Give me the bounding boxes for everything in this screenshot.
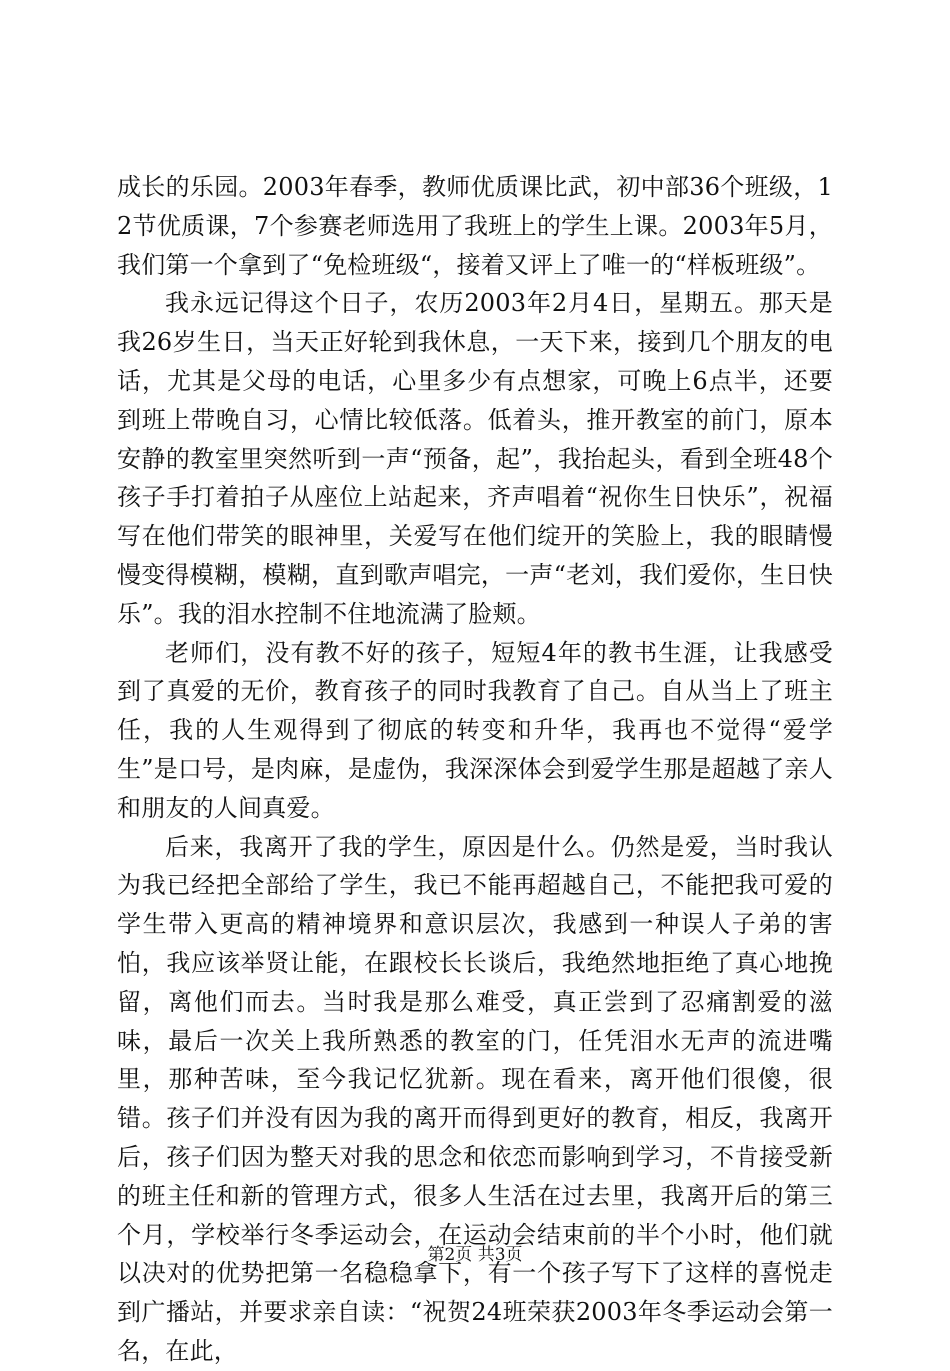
- page-number-footer: 第2页 共3页: [427, 1245, 523, 1265]
- paragraph-1: 成长的乐园。2003年春季，教师优质课比武，初中部36个班级，12节优质课，7个参赛老师选用了我班上的学生上课。2003年5月，我们第一个拿到了“免检班级“，接着又评上了唯一的“样板班级”。: [117, 173, 833, 279]
- document-body: [117, 168, 833, 1371]
- paragraph-2: 我永远记得这个日子，农历2003年2月4日，星期五。那天是我26岁生日，当天正好轮到我休息，一天下来，接到几个朋友的电话，尤其是父母的电话，心里多少有点想家，可晚上6点半，还要到班上带晚自习，心情比较低落。低着头，推开教室的前门，原本安静的教室里突然听到一声“预备，起”，我抬起头，看到全班48个孩子手打着拍子从座位上站起来，齐声唱着“祝你生日快乐”，祝福写在他们带笑的眼神里，关爱写在他们绽开的笑脸上，我的眼睛慢慢变得模糊，模糊，直到歌声唱完，一声“老刘，我们爱你，生日快乐”。我的泪水控制不住地流满了脸颊。: [117, 289, 833, 628]
- paragraph-4: 后来，我离开了我的学生，原因是什么。仍然是爱，当时我认为我已经把全部给了学生，我已不能再超越自己，不能把我可爱的学生带入更高的精神境界和意识层次，我感到一种误人子弟的害怕，我应该举贤让能，在跟校长长谈后，我绝然地拒绝了真心地挽留，离他们而去。当时我是那么难受，真正尝到了忍痛割爱的滋味，最后一次关上我所熟悉的教室的门，任凭泪水无声的流进嘴里，那种苦味，至今我记忆犹新。现在看来，离开他们很傻，很错。孩子们并没有因为我的离开而得到更好的教育，相反，我离开后，孩子们因为整天对我的思念和依恋而影响到学习，不肯接受新的班主任和新的管理方式，很多人生活在过去里，我离开后的第三个月，学校举行冬季运动会，在运动会结束前的半个小时，他们就以决对的优势把第一名稳稳拿下，有一个孩子写下了这样的喜悦走到广播站，并要求亲自读：“祝贺24班荣获2003年冬季运动会第一名，在此，: [117, 832, 833, 1365]
- paragraph-3: 老师们，没有教不好的孩子，短短4年的教书生涯，让我感受到了真爱的无价，教育孩子的同时我教育了自己。自从当上了班主任，我的人生观得到了彻底的转变和升华，我再也不觉得“爱学生”是口号，是肉麻，是虚伪，我深深体会到爱学生那是超越了亲人和朋友的人间真爱。: [117, 638, 833, 822]
